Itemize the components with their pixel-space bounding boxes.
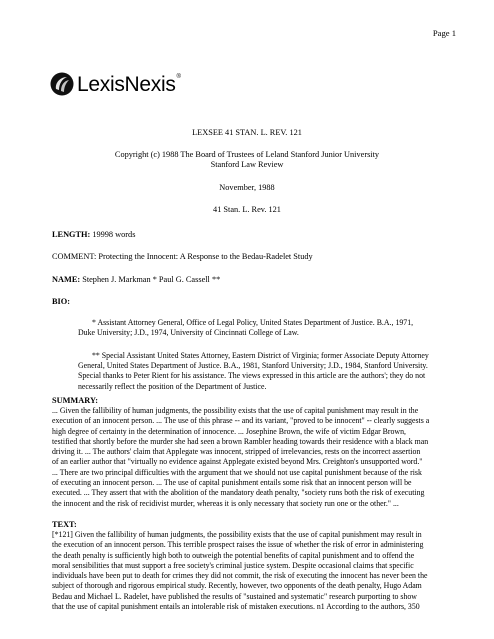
logo-wordmark: LexisNexis® xyxy=(77,72,181,96)
length-line: LENGTH: 19998 words xyxy=(52,230,136,239)
copyright-line-2: Stanford Law Review xyxy=(210,160,284,169)
summary-paragraph: ... Given the fallibility of human judgments, the possibility exists that the use of capital punishment may result in the execution of an innocent person. ... The use of this phrase -- and its variant, "proved to be innocent" -- clearly suggests a high degree of certainty in the determination of innocence. ... Josephine Brown, the wife of victim Edgar Brown, testified that shortly before the murder she had seen a brown Rambler heading towards their residence with a black man driving it. ... The authors' claim that Applegate was innocent, stripped of irrelevancies, rests on the incorrect assertion of an earlier author that "virtually no evidence against Applegate existed beyond Mrs. Creighton's unsupported word." ... There are two principal difficulties with the argument that we should not use capital punishment because of the risk of executing an innocent person. ... The use of capital punishment entails some risk that an innocent person will be executed. ... They assert that with the abolition of the mandatory death penalty, "society runs both the risk of executing the innocent and the risk of recidivist murder, whereas it is only necessary that society run one or the other." ... xyxy=(52,406,430,508)
publication-date: November, 1988 xyxy=(219,183,275,192)
volume-citation: 41 Stan. L. Rev. 121 xyxy=(213,205,281,214)
bio-paragraph-1: * Assistant Attorney General, Office of Legal Policy, United States Department of Justice. B.A., 1971, xyxy=(92,318,414,327)
summary-heading: SUMMARY: xyxy=(52,396,98,405)
copyright-line-1: Copyright (c) 1988 The Board of Trustees of Leland Stanford Junior University xyxy=(114,150,380,159)
bio-paragraph-2-cont: General, United States Department of Justice. B.A., 1981, Stanford University; J.D., 1984, Stanford University. Special thanks to Peter Rient for his assistance. The views expressed in this article are the authors'; they do not necessarily reflect the position of the Department of Justice. xyxy=(78,361,428,391)
comment-line: COMMENT: Protecting the Innocent: A Response to the Bedau-Radelet Study xyxy=(52,252,313,261)
bio-paragraph-1-cont: Duke University; J.D., 1974, University of Cincinnati College of Law. xyxy=(78,328,299,337)
lexisnexis-logo xyxy=(50,72,181,96)
name-line: NAME: Stephen J. Markman * Paul G. Cassell ** xyxy=(52,275,221,284)
bio-heading: BIO: xyxy=(52,297,70,306)
citation: LEXSEE 41 STAN. L. REV. 121 xyxy=(192,128,302,137)
globe-icon xyxy=(50,72,74,96)
page-number: Page 1 xyxy=(432,28,456,38)
text-paragraph: [*121] Given the fallibility of human judgments, the possibility exists that the use of capital punishment may result in the execution of an innocent person. This terrible prospect raises the issue of whether the risk of error in administering the death penalty is sufficiently high both to outweigh the potential benefits of capital punishment and to offend the moral sensibilities that must support a free society's criminal justice system. Despite occasional claims that specific individuals have been put to death for crimes they did not commit, the risk of executing the innocent has never been the subject of thorough and rigorous empirical study. Recently, however, two opponents of the death penalty, Hugo Adam Bedau and Michael L. Radelet, have published the results of "sustained and systematic" research purporting to show that the use of capital punishment entails an intolerable risk of mistaken executions. n1 According to the authors, 350 xyxy=(52,530,428,612)
text-heading: TEXT: xyxy=(52,520,77,529)
bio-paragraph-2: ** Special Assistant United States Attorney, Eastern District of Virginia; former Associate Deputy Attorney xyxy=(92,351,429,360)
